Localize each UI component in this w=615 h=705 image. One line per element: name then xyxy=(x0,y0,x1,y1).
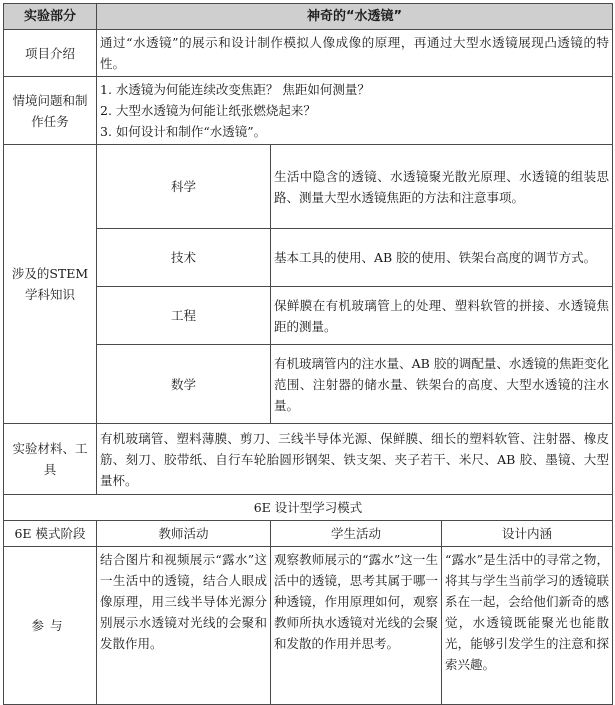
engage-student: 观察教师展示的“露水”这一生活中的透镜，思考其属于哪一种透镜，作用原理如何，观察教师所执水透镜对光线的会聚和发散的作用并思考。 xyxy=(271,547,442,705)
tasks-list xyxy=(97,77,613,145)
stem-row-science xyxy=(4,145,613,229)
intro-row xyxy=(4,30,613,77)
engage-row xyxy=(4,547,613,705)
engage-design: “露水”是生活中的寻常之物，将其与学生当前学习的透镜联系在一起，会给他们新奇的感觉，水透镜既能聚光也能散光，能够引发学生的注意和探索兴趣。 xyxy=(442,547,613,705)
subject-text: 保鲜膜在有机玻璃管上的处理、塑料软管的拼接、水透镜焦距的测量。 xyxy=(271,287,613,345)
subject-text: 有机玻璃管内的注水量、AB 胶的调配量、水透镜的焦距变化范围、注射器的储水量、铁架台的高度、大型水透镜的注水量。 xyxy=(271,345,613,424)
stem-table-page xyxy=(3,3,612,705)
experiment-table xyxy=(3,3,613,705)
col-design: 设计内涵 xyxy=(442,521,613,547)
subject-text: 基本工具的使用、AB 胶的使用、铁架台高度的调节方式。 xyxy=(271,229,613,287)
materials-row xyxy=(4,424,613,495)
task-item: 1. 水透镜为何能连续改变焦距？ 焦距如何测量？ xyxy=(100,82,370,97)
engage-teacher: 结合图片和视频展示“露水”这一生活中的透镜，结合人眼成像原理，用三线半导体光源分别展示水透镜对光线的会聚和发散作用。 xyxy=(97,547,271,705)
tasks-row xyxy=(4,77,613,145)
engage-stage: 参与 xyxy=(4,547,97,705)
tasks-label: 情境问题和制作任务 xyxy=(4,77,97,145)
intro-text: 通过“水透镜”的展示和设计制作模拟人像成像的原理，再通过大型水透镜展现凸透镜的特性。 xyxy=(97,30,613,77)
subject-name: 数学 xyxy=(97,345,271,424)
task-item: 3. 如何设计和制作“水透镜”。 xyxy=(100,124,267,139)
mode-title: 6E 设计型学习模式 xyxy=(4,495,613,521)
header-row xyxy=(4,4,613,30)
materials-text: 有机玻璃管、塑料薄膜、剪刀、三线半导体光源、保鲜膜、细长的塑料软管、注射器、橡皮筋、刻刀、胶带纸、自行车轮胎圆形钢架、铁支架、夹子若干、米尺、AB 胶、墨镜、大型量杯。 xyxy=(97,424,613,495)
header-left-cell: 实验部分 xyxy=(4,4,97,30)
mode-title-row xyxy=(4,495,613,521)
intro-label: 项目介绍 xyxy=(4,30,97,77)
col-student: 学生活动 xyxy=(271,521,442,547)
subject-name: 工程 xyxy=(97,287,271,345)
col-teacher: 教师活动 xyxy=(97,521,271,547)
materials-label: 实验材料、工具 xyxy=(4,424,97,495)
col-stage: 6E 模式阶段 xyxy=(4,521,97,547)
stem-label: 涉及的STEM学科知识 xyxy=(4,145,97,424)
subject-name: 科学 xyxy=(97,145,271,229)
subject-name: 技术 xyxy=(97,229,271,287)
subject-text: 生活中隐含的透镜、水透镜聚光散光原理、水透镜的组装思路、测量大型水透镜焦距的方法和注意事项。 xyxy=(271,145,613,229)
mode-columns-row xyxy=(4,521,613,547)
task-item: 2. 大型水透镜为何能让纸张燃烧起来？ xyxy=(100,103,316,118)
header-title-cell: 神奇的“水透镜” xyxy=(97,4,613,30)
